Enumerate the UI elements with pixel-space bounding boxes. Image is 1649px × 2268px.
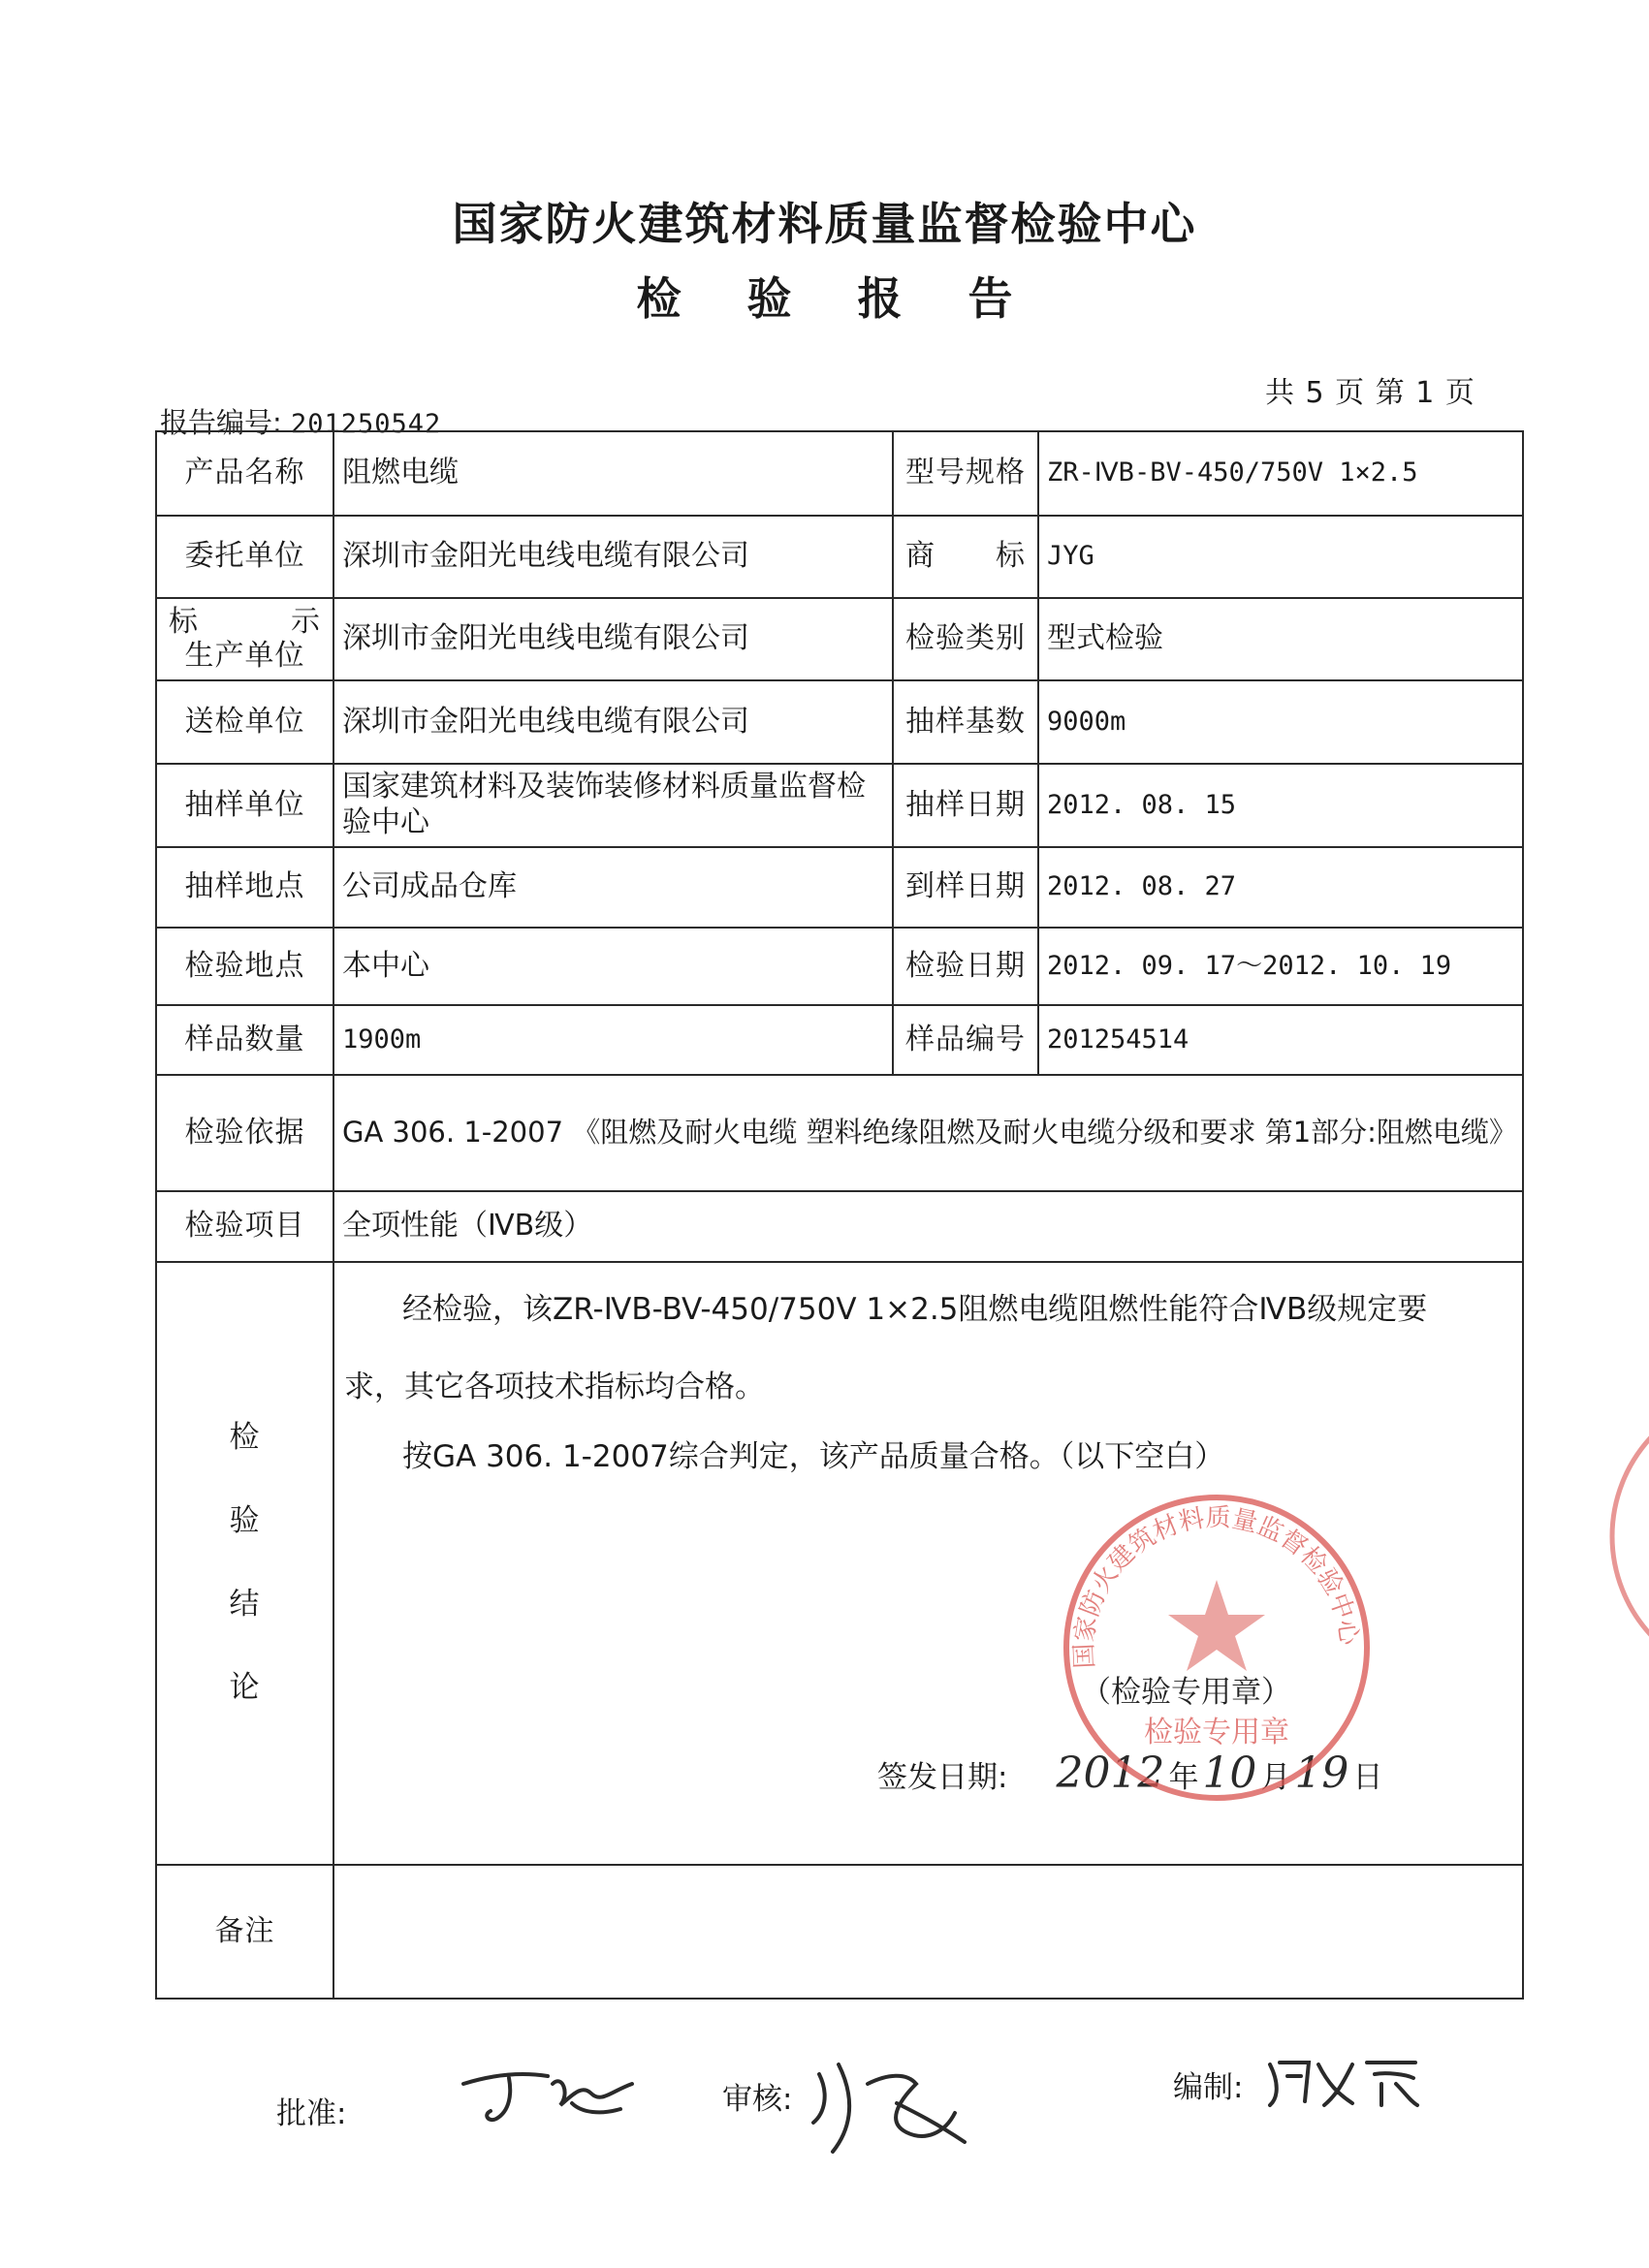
issue-year: 2012 [1056,1748,1165,1798]
model-value: ZR-ⅣB-BV-450/750V 1×2.5 [1038,431,1523,516]
brand-label-char-1: 商 [905,539,935,574]
table-row [156,680,1523,764]
sampling-date-label: 抽样日期 [893,764,1038,847]
sampler-value: 国家建筑材料及装饰装修材料质量监督检验中心 [333,764,893,847]
client-label: 委托单位 [156,516,333,598]
items-label: 检验项目 [156,1191,333,1262]
official-seal [1057,1488,1377,1808]
sample-base-label: 抽样基数 [893,680,1038,764]
seal-star-icon [1168,1580,1265,1671]
compile-signature [1173,2063,1243,2106]
sample-no-label: 样品编号 [893,1005,1038,1075]
manufacturer-label-char-2: 示 [291,605,321,639]
seal-outer-text-path: 国家防火建筑材料质量监督检验中心 [1069,1503,1364,1670]
test-date-label: 检验日期 [893,928,1038,1005]
client-value: 深圳市金阳光电线电缆有限公司 [333,516,893,598]
product-name-label: 产品名称 [156,431,333,516]
compile-label: 编制: [1173,2070,1244,2105]
test-type-label: 检验类别 [893,598,1038,680]
model-label: 型号规格 [893,431,1038,516]
brand-label [893,516,1038,598]
test-type-value: 型式检验 [1038,598,1523,680]
manufacturer-value: 深圳市金阳光电线电缆有限公司 [333,598,893,680]
basis-value: GA 306. 1-2007 《阻燃及耐火电缆 塑料绝缘阻燃及耐火电缆分级和要求 第1部分:阻燃电缆》 [333,1075,1523,1191]
conclusion-label-char: 论 [229,1669,261,1705]
issue-day: 19 [1294,1748,1349,1798]
test-place-value: 本中心 [333,928,893,1005]
conclusion-label-char: 检 [229,1420,261,1456]
table-row [156,598,1523,680]
seal-note: （检验专用章） [1081,1675,1291,1710]
compile-handwritten-signature [1260,2045,1425,2113]
table-row [156,1075,1523,1191]
manufacturer-label-char-1: 标 [169,605,199,639]
items-value: 全项性能（ⅣB级） [333,1191,1523,1262]
table-row [156,1191,1523,1262]
remarks-label: 备注 [156,1865,333,1999]
arrival-date-label: 到样日期 [893,847,1038,928]
issue-date-label: 签发日期: [877,1760,1008,1795]
sender-label: 送检单位 [156,680,333,764]
sampling-place-value: 公司成品仓库 [333,847,893,928]
review-signature-stroke [813,2064,965,2152]
conclusion-label [156,1262,333,1865]
issue-month-unit: 月 [1260,1760,1291,1795]
institution-title: 国家防火建筑材料质量监督检验中心 [452,198,1197,250]
sample-no-value: 201254514 [1038,1005,1523,1075]
basis-label: 检验依据 [156,1075,333,1191]
quantity-label: 样品数量 [156,1005,333,1075]
report-title: 检 验 报 告 [636,272,1038,325]
partial-seal [1598,1376,1649,1696]
conclusion-label-char: 验 [229,1503,261,1539]
sampler-label: 抽样单位 [156,764,333,847]
issue-month: 10 [1202,1748,1257,1798]
manufacturer-label [156,598,333,680]
sampling-place-label: 抽样地点 [156,847,333,928]
arrival-date-value: 2012. 08. 27 [1038,847,1523,928]
brand-label-char-2: 标 [996,539,1026,574]
sender-value: 深圳市金阳光电线电缆有限公司 [333,680,893,764]
brand-value: JYG [1038,516,1523,598]
review-label: 审核: [722,2082,793,2117]
table-row [156,516,1523,598]
quantity-value: 1900m [333,1005,893,1075]
remarks-value [333,1865,1523,1999]
table-row [156,764,1523,847]
approve-signature [276,2089,346,2132]
page-count: 共 5 页 第 1 页 [1265,376,1475,410]
approve-signature-stroke [463,2074,632,2120]
approve-handwritten-signature [456,2055,640,2132]
seal-inner-text: 检验专用章 [1144,1716,1289,1749]
review-signature [722,2074,792,2118]
manufacturer-label-line-2: 生产单位 [184,638,305,673]
approve-label: 批准: [276,2096,347,2131]
product-name-value: 阻燃电缆 [333,431,893,516]
report-number-label: 报告编号: [160,406,282,439]
compile-signature-stroke [1270,2063,1417,2105]
conclusion-label-char: 结 [229,1587,261,1622]
table-row [156,431,1523,516]
issue-day-unit: 日 [1352,1760,1383,1795]
conclusion-line-2: 求，其它各项技术指标均合格。 [344,1370,765,1404]
sampling-date-value: 2012. 08. 15 [1038,764,1523,847]
table-row [156,928,1523,1005]
conclusion-line-3: 按GA 306. 1-2007综合判定，该产品质量合格。（以下空白） [402,1439,1225,1474]
partial-seal-ring [1612,1391,1649,1682]
review-handwritten-signature [800,2045,974,2161]
report-number-value: 201250542 [291,409,442,439]
test-date-value: 2012. 09. 17～2012. 10. 19 [1038,928,1523,1005]
conclusion-line-1: 经检验，该ZR-ⅣB-BV-450/750V 1×2.5阻燃电缆阻燃性能符合ⅣB级规定要 [402,1292,1428,1327]
table-row [156,1005,1523,1075]
table-row [156,1865,1523,1999]
issue-year-unit: 年 [1168,1760,1199,1795]
test-place-label: 检验地点 [156,928,333,1005]
sample-base-value: 9000m [1038,680,1523,764]
table-row [156,847,1523,928]
